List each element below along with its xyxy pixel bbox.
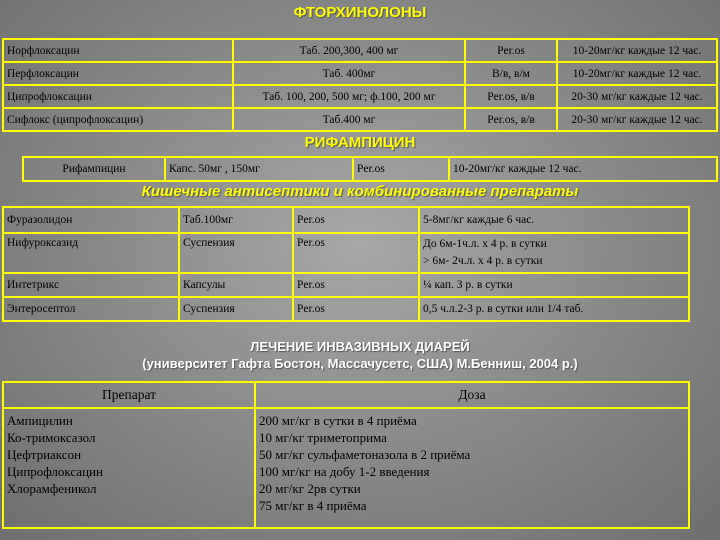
drug-item: Ципрофлоксацин	[7, 464, 103, 479]
form-cell: Таб. 100, 200, 500 мг; ф.100, 200 мг	[233, 85, 465, 108]
intestinal-antiseptics-title: Кишечные антисептики и комбинированные препараты	[141, 183, 579, 200]
dose-cell: 10-20мг/кг каждые 12 час.	[557, 39, 717, 62]
table-row	[23, 157, 717, 181]
drug-cell: Фуразолидон	[3, 207, 179, 233]
header-dose: Доза	[255, 382, 689, 408]
drug-cell: Перфлоксацин	[3, 62, 233, 85]
route-cell: В/в, в/м	[465, 62, 557, 85]
form-cell: Таб. 200,300, 400 мг	[233, 39, 465, 62]
route-cell: Per.os, в/в	[465, 85, 557, 108]
dose-cell	[419, 297, 689, 321]
route-cell: Per.os, в/в	[465, 108, 557, 131]
drug-cell: Норфлоксацин	[3, 39, 233, 62]
rifampicin-title: РИФАМПИЦИН	[304, 134, 416, 151]
drug-cell: Рифампицин	[23, 157, 165, 181]
dose-item: 75 мг/кг в 4 приёма	[259, 498, 367, 513]
table-row	[3, 297, 689, 321]
dose-cell	[419, 273, 689, 297]
fluoroquinolones-table	[2, 38, 718, 132]
rifampicin-table	[22, 156, 718, 182]
dose-cell: 20-30 мг/кг каждые 12 час.	[557, 85, 717, 108]
route-cell: Per.os	[353, 157, 449, 181]
intestinal-antiseptics-table	[2, 206, 690, 322]
drug-item: Хлорамфеникол	[7, 481, 97, 496]
dose-cell	[419, 233, 689, 273]
dose-line: 0,5 ч.л.2-3 р. в сутки или 1/4 таб.	[423, 302, 584, 315]
drug-cell: Интетрикс	[3, 273, 179, 297]
dose-item: 100 мг/кг на добу 1-2 введения	[259, 464, 430, 479]
invasive-diarrhea-title: ЛЕЧЕНИЕ ИНВАЗИВНЫХ ДИАРЕЙ	[250, 339, 470, 354]
dose-item: 50 мг/кг сульфаметоназола в 2 приёма	[259, 447, 471, 462]
drug-item: Цефтриаксон	[7, 447, 82, 462]
invasive-diarrhea-table	[2, 381, 690, 529]
form-cell: Таб.100мг	[179, 207, 293, 233]
table-row	[3, 233, 689, 273]
route-cell: Per.os	[465, 39, 557, 62]
fluoroquinolones-title: ФТОРХИНОЛОНЫ	[293, 4, 427, 21]
form-cell: Суспензия	[179, 233, 293, 273]
dose-cell: 10-20мг/кг каждые 12 час.	[449, 157, 717, 181]
form-cell: Капсулы	[179, 273, 293, 297]
table-row	[3, 85, 717, 108]
dose-line: ¼ кап. 3 р. в сутки	[423, 278, 513, 291]
dose-line: До 6м-1ч.л. х 4 р. в сутки	[423, 238, 547, 250]
table-header-row	[3, 382, 689, 408]
table-row	[3, 408, 689, 528]
drug-cell: Ципрофлоксацин	[3, 85, 233, 108]
dose-line: > 6м- 2ч.л. х 4 р. в сутки	[423, 255, 543, 267]
drug-cell: Энтеросептол	[3, 297, 179, 321]
table-row	[3, 39, 717, 62]
dose-item: 200 мг/кг в сутки в 4 приёма	[259, 413, 417, 428]
route-cell: Per.os	[293, 207, 419, 233]
route-cell: Per.os	[293, 233, 419, 273]
dose-cell: 20-30 мг/кг каждые 12 час.	[557, 108, 717, 131]
form-cell: Капс. 50мг , 150мг	[165, 157, 353, 181]
table-row	[3, 207, 689, 233]
route-cell: Per.os	[293, 273, 419, 297]
dose-cell	[419, 207, 689, 233]
drug-item: Ко-тримоксазол	[7, 430, 96, 445]
dose-item: 10 мг/кг триметоприма	[259, 430, 387, 445]
invasive-diarrhea-source: (университет Гафта Бостон, Массачусетс, США) М.Бенниш, 2004 р.)	[142, 356, 578, 371]
table-row	[3, 273, 689, 297]
form-cell: Таб.400 мг	[233, 108, 465, 131]
drug-list-cell	[3, 408, 255, 528]
dose-item: 20 мг/кг 2рв сутки	[259, 481, 361, 496]
table-row	[3, 108, 717, 131]
dose-line: 5-8мг/кг каждые 6 час.	[423, 213, 535, 226]
route-cell: Per.os	[293, 297, 419, 321]
drug-item: Ампицилин	[7, 413, 73, 428]
dose-cell: 10-20мг/кг каждые 12 час.	[557, 62, 717, 85]
table-row	[3, 62, 717, 85]
header-drug: Препарат	[3, 382, 255, 408]
dose-list-cell	[255, 408, 689, 528]
drug-cell: Нифуроксазид	[3, 233, 179, 273]
form-cell: Суспензия	[179, 297, 293, 321]
drug-cell: Сифлокс (ципрофлоксацин)	[3, 108, 233, 131]
form-cell: Таб. 400мг	[233, 62, 465, 85]
